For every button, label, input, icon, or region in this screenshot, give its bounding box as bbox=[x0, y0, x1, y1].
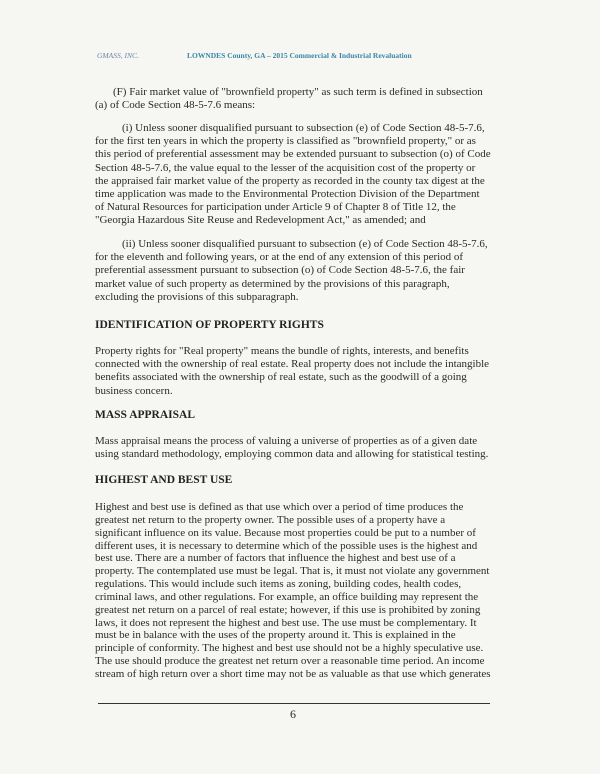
header-title: LOWNDES County, GA – 2015 Commercial & Industrial Revaluation bbox=[187, 51, 412, 60]
paragraph-mass-appraisal bbox=[95, 435, 488, 461]
text-line: must be in balance with the uses of the property around it. This is explained in the bbox=[95, 629, 456, 642]
text-line: Section 48-5-7.6, the value equal to the lesser of the acquisition cost of the property or bbox=[95, 161, 476, 174]
text-line: (a) of Code Section 48-5-7.6 means: bbox=[95, 99, 256, 112]
footer-rule bbox=[98, 703, 490, 704]
header-company: GMASS, INC. bbox=[97, 51, 139, 60]
text-line: Highest and best use is defined as that use which over a period of time produces the bbox=[95, 501, 464, 513]
text-line: for the first ten years in which the property is classified as "brownfield property," or as bbox=[95, 135, 476, 148]
text-line: "Georgia Hazardous Site Reuse and Redevelopment Act," as amended; and bbox=[95, 214, 426, 227]
text-line: market value of such property as determined by the provisions of this paragraph, bbox=[95, 277, 450, 290]
page-number: 6 bbox=[290, 707, 296, 721]
paragraph-f bbox=[95, 86, 483, 112]
text-line: laws, it does not represent the highest and best use. The use must be complementary. It bbox=[95, 616, 477, 629]
text-line: of Natural Resources for participation under Article 9 of Chapter 8 of Title 12, the bbox=[95, 201, 456, 214]
text-line: different uses, it is necessary to determine which of the possible uses is the highest and bbox=[95, 539, 478, 552]
text-line: connected with the ownership of real estate. Real property does not include the intangible bbox=[95, 358, 490, 371]
text-line: this period of preferential assessment may be extended pursuant to subsection (o) of Code bbox=[95, 148, 491, 161]
text-line: Mass appraisal means the process of valuing a universe of properties as of a given date bbox=[95, 435, 478, 447]
heading-mass-appraisal: MASS APPRAISAL bbox=[95, 409, 196, 421]
text-line: property. The contemplated use must be legal. That is, it must not violate any government bbox=[95, 565, 490, 578]
text-line: greatest net return on a parcel of real estate; however, if this use is prohibited by zoning bbox=[95, 603, 481, 616]
text-line: benefits associated with the ownership of real estate, such as the goodwill of a going bbox=[95, 371, 467, 384]
paragraph-i bbox=[95, 122, 491, 228]
text-line: (ii) Unless sooner disqualified pursuant to subsection (e) of Code Section 48-5-7.6, bbox=[122, 238, 488, 250]
paragraph-ii bbox=[95, 238, 488, 304]
text-line: stream of high return over a short time may not be as valuable as that use which generates bbox=[95, 667, 491, 680]
text-line: for the eleventh and following years, or at the end of any extension of this period of bbox=[95, 251, 464, 264]
heading-property-rights: IDENTIFICATION OF PROPERTY RIGHTS bbox=[95, 319, 324, 331]
text-line: business concern. bbox=[95, 384, 173, 397]
text-line: using standard methodology, employing common data and allowing for statistical testing. bbox=[95, 448, 489, 461]
text-line: principle of conformity. The highest and best use should not be a highly speculative use. bbox=[95, 642, 484, 655]
text-line: (F) Fair market value of "brownfield property" as such term is defined in subsection bbox=[113, 86, 483, 98]
text-line: excluding the provisions of this subparagraph. bbox=[95, 290, 299, 303]
text-line: Property rights for "Real property" means the bundle of rights, interests, and benefits bbox=[95, 345, 469, 357]
text-line: time application was made to the Environmental Protection Division of the Department bbox=[95, 188, 480, 201]
text-line: the appraised fair market value of the property as recorded in the county tax digest at the bbox=[95, 174, 485, 187]
text-line: preferential assessment pursuant to subsection (o) of Code Section 48-5-7.6, the fair bbox=[95, 264, 465, 277]
text-line: regulations. This would include such items as zoning, building codes, health codes, bbox=[95, 578, 462, 591]
text-line: significant influence on its value. Because most properties could be put to a number of bbox=[95, 526, 476, 539]
text-line: criminal laws, and other regulations. For example, an office building may represent the bbox=[95, 590, 479, 603]
paragraph-highest-best-use bbox=[95, 501, 491, 681]
heading-highest-best-use: HIGHEST AND BEST USE bbox=[95, 474, 233, 486]
text-line: greatest net return to the property owner. The possible uses of a property have a bbox=[95, 513, 446, 526]
text-line: The use should produce the greatest net return over a reasonable time period. An income bbox=[95, 655, 485, 668]
text-line: (i) Unless sooner disqualified pursuant to subsection (e) of Code Section 48-5-7.6, bbox=[122, 122, 485, 134]
paragraph-property-rights bbox=[95, 345, 489, 398]
text-line: best use. There are a number of factors that influence the highest and best use of a bbox=[95, 552, 456, 565]
